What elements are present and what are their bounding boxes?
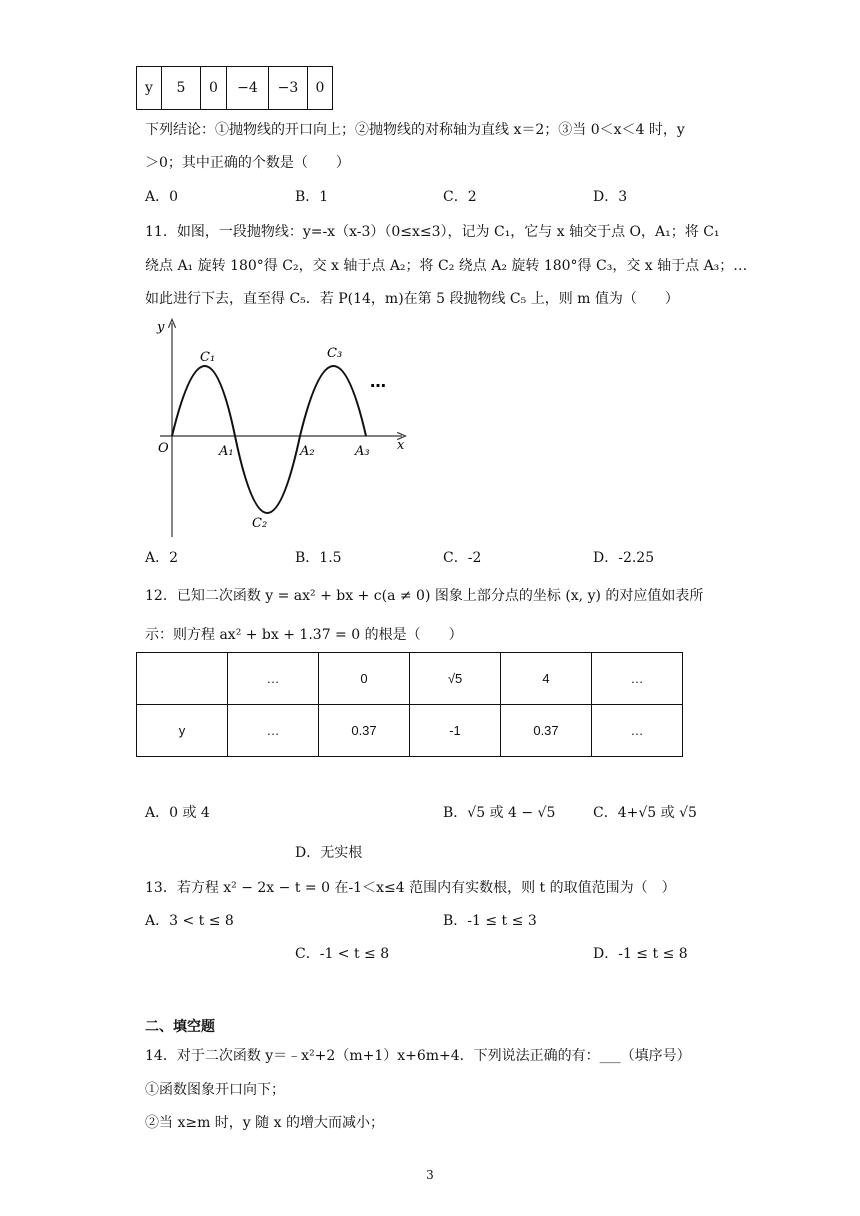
q14-text-line1: 14．对于二次函数 y＝﹣x²+2（m+1）x+6m+4．下列说法正确的有：___（填序号） <box>145 1048 691 1064</box>
curve-label-c2: C₂ <box>252 516 268 531</box>
curve-c3 <box>300 366 366 436</box>
q13-text-line1: 13．若方程 x² − 2x − t = 0 在-1＜x≤4 范围内有实数根，则 t 的取值范围为（ ） <box>145 880 676 896</box>
q11-text-line3: 如此进行下去，直至得 C₅．若 P(14，m)在第 5 段抛物线 C₅ 上，则 m 值为（ ） <box>145 291 679 307</box>
q11-option-b: B．1.5 <box>295 550 342 566</box>
curve-c2 <box>235 436 300 513</box>
table-cell: 0 <box>201 67 227 110</box>
q11-text-line2: 绕点 A₁ 旋转 180°得 C₂，交 x 轴于点 A₂；将 C₂ 绕点 A₂ 旋转 180°得 C₃，交 x 轴于点 A₃；… <box>145 258 748 274</box>
table-cell: 0.37 <box>319 705 410 757</box>
table-cell: … <box>592 653 683 705</box>
q14-item-1: ①函数图象开口向下； <box>145 1082 285 1098</box>
q10-text-line2: ＞0；其中正确的个数是（ ） <box>145 155 350 171</box>
point-label-a2: A₂ <box>300 444 315 459</box>
section-heading: 二、填空题 <box>145 1019 215 1035</box>
point-label-a3: A₃ <box>355 444 370 459</box>
page-number: 3 <box>426 1168 434 1182</box>
q12-option-a: A．0 或 4 <box>145 805 210 821</box>
x-axis-label: x <box>397 438 405 453</box>
origin-label: O <box>158 441 169 456</box>
q10-text-line1: 下列结论：①抛物线的开口向上；②抛物线的对称轴为直线 x＝2；③当 0＜x＜4 时，y <box>145 122 685 138</box>
q10-option-d: D．3 <box>593 189 628 205</box>
q11-text-line1: 11．如图，一段抛物线：y=-x（x-3）（0≤x≤3），记为 C₁，它与 x 轴交于点 O，A₁；将 C₁ <box>145 224 720 240</box>
table-cell: 0 <box>319 653 410 705</box>
q12-option-b: B．√5 或 4 − √5 <box>443 805 556 821</box>
q10-option-c: C．2 <box>443 189 477 205</box>
q11-option-a: A．2 <box>145 550 179 566</box>
table-cell: y <box>137 67 162 110</box>
q11-option-d: D．-2.25 <box>593 550 655 566</box>
q12-text-line2: 示：则方程 ax² + bx + 1.37 = 0 的根是（ ） <box>145 627 463 643</box>
table-cell: … <box>592 705 683 757</box>
q13-option-d: D．-1 ≤ t ≤ 8 <box>593 946 688 962</box>
q12-option-d: D．无实根 <box>295 845 363 861</box>
table-cell: y <box>137 705 228 757</box>
q13-option-b: B．-1 ≤ t ≤ 3 <box>443 913 537 929</box>
table-cell <box>137 653 228 705</box>
q14-item-2: ②当 x≥m 时，y 随 x 的增大而减小； <box>145 1115 384 1131</box>
table-cell: 0.37 <box>501 705 592 757</box>
curve-c1 <box>172 366 235 436</box>
table-cell: … <box>228 653 319 705</box>
q12-text-line1: 12．已知二次函数 y = ax² + bx + c(a ≠ 0) 图象上部分点的坐标 (x, y) 的对应值如表所 <box>145 588 704 604</box>
figure-ellipsis: … <box>370 372 386 391</box>
table-cell: −4 <box>227 67 269 110</box>
table-cell: -1 <box>410 705 501 757</box>
table-cell: 4 <box>501 653 592 705</box>
curve-label-c1: C₁ <box>200 350 216 365</box>
parabola-figure <box>140 315 420 540</box>
table-cell: −3 <box>269 67 308 110</box>
value-table-top <box>136 66 333 110</box>
q13-option-c: C．-1 < t ≤ 8 <box>295 946 390 962</box>
table-cell: 0 <box>308 67 333 110</box>
q10-option-b: B．1 <box>295 189 329 205</box>
q10-option-a: A．0 <box>145 189 179 205</box>
q12-option-c: C．4+√5 或 √5 <box>593 805 697 821</box>
y-axis-label: y <box>157 320 165 335</box>
table-cell: … <box>228 705 319 757</box>
table-cell: 5 <box>162 67 201 110</box>
curve-label-c3: C₃ <box>327 346 343 361</box>
q11-option-c: C．-2 <box>443 550 482 566</box>
value-table-q12 <box>136 652 683 757</box>
q13-option-a: A．3 < t ≤ 8 <box>145 913 234 929</box>
table-cell: √5 <box>410 653 501 705</box>
point-label-a1: A₁ <box>219 444 234 459</box>
